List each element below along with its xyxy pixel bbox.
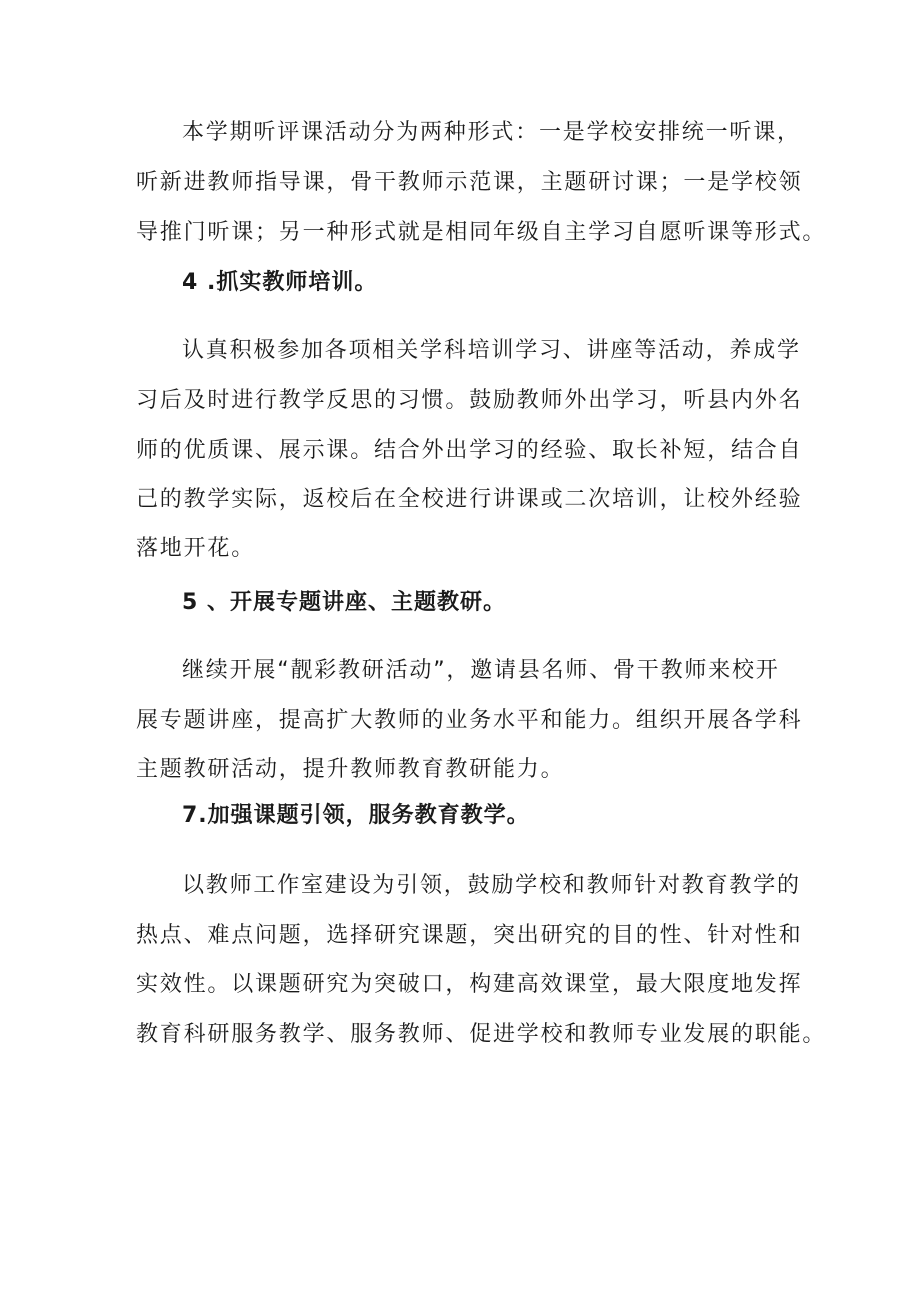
paragraph-4-line-1: 以教师工作室建设为引领，鼓励学校和教师针对教育教学的 [182, 873, 801, 898]
section-heading-4: 4 .抓实教师培训。 [182, 270, 378, 295]
paragraph-3-line-2: 展专题讲座，提高扩大教师的业务水平和能力。组织开展各学科 [136, 708, 803, 733]
paragraph-2-line-1: 认真积极参加各项相关学科培训学习、讲座等活动，养成学 [182, 338, 801, 363]
paragraph-2-line-5: 落地开花。 [136, 536, 256, 561]
paragraph-2-line-3: 师的优质课、展示课。结合外出学习的经验、取长补短，结合自 [136, 438, 803, 463]
paragraph-2-line-2: 习后及时进行教学反思的习惯。鼓励教师外出学习，听县内外名 [136, 388, 803, 413]
paragraph-1-line-1: 本学期听评课活动分为两种形式：一是学校安排统一听课， [182, 120, 801, 145]
paragraph-4-line-4: 教育科研服务教学、服务教师、促进学校和教师专业发展的职能。 [136, 1022, 827, 1047]
paragraph-1-line-3: 导推门听课；另一种形式就是相同年级自主学习自愿听课等形式。 [136, 220, 827, 245]
paragraph-1-line-2: 听新进教师指导课，骨干教师示范课，主题研讨课；一是学校领 [136, 170, 803, 195]
section-heading-7: 7.加强课题引领，服务教育教学。 [182, 803, 530, 828]
section-heading-5: 5 、开展专题讲座、主题教研。 [182, 590, 506, 615]
paragraph-4-line-3: 实效性。以课题研究为突破口，构建高效课堂，最大限度地发挥 [136, 972, 803, 997]
paragraph-3-line-1: 继续开展“靓彩教研活动”，邀请县名师、骨干教师来校开 [182, 658, 780, 683]
paragraph-3-line-3: 主题教研活动，提升教师教育教研能力。 [136, 757, 565, 782]
paragraph-2-line-4: 己的教学实际，返校后在全校进行讲课或二次培训，让校外经验 [136, 487, 803, 512]
paragraph-4-line-2: 热点、难点问题，选择研究课题，突出研究的目的性、针对性和 [136, 923, 803, 948]
